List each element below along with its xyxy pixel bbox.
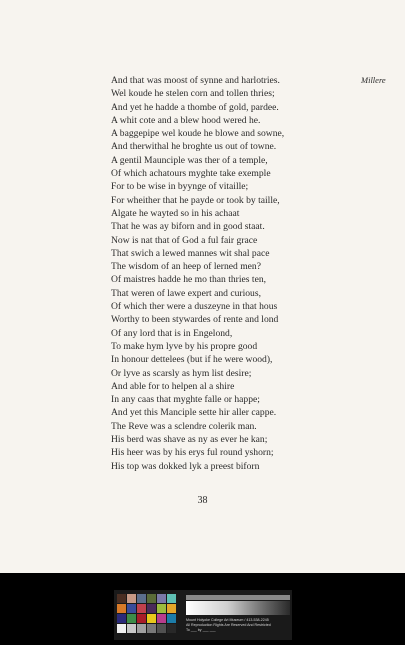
color-swatch (127, 594, 136, 603)
poem-line: Now is nat that of God a ful fair grace (111, 234, 258, 246)
color-swatch (147, 594, 156, 603)
margin-note: Millere (361, 75, 386, 85)
poem-line: A gentil Maunciple was ther of a temple, (111, 154, 268, 166)
poem-line: Of which ther were a duszeyne in that hous (111, 301, 278, 313)
color-swatch (137, 614, 146, 623)
poem-line: His berd was shave as ny as ever he kan; (111, 434, 268, 446)
poem-line: And able for to helpen al a shire (111, 380, 235, 392)
color-swatch (117, 594, 126, 603)
color-swatch (167, 614, 176, 623)
color-swatch (137, 604, 146, 613)
color-swatch (167, 604, 176, 613)
color-swatch (167, 624, 176, 633)
color-swatch (147, 614, 156, 623)
poem-text (111, 74, 351, 473)
poem-line: And therwithal he broghte us out of towne. (111, 141, 277, 153)
poem-line: In any caas that myghte falle or happe; (111, 394, 260, 406)
color-target-caption (186, 618, 292, 633)
color-swatch (137, 624, 146, 633)
color-swatch (127, 614, 136, 623)
color-target-caption-line: To ___ by ___ ___ (186, 628, 216, 632)
poem-line: Worthy to been stywardes of rente and lond (111, 314, 279, 326)
color-swatch-grid (117, 594, 176, 633)
poem-line: Of maistres hadde he mo than thries ten, (111, 274, 267, 286)
poem-line: And that was moost of synne and harlotries. (111, 75, 280, 86)
poem-line: Of which achatours myghte take exemple (111, 168, 271, 180)
poem-line: In honour dettelees (but if he were wood), (111, 354, 273, 366)
color-target-caption-line: Mount Holyoke College Art Museum / 413-538-2245 (186, 618, 269, 622)
poem-line: His top was dokked lyk a preest biforn (111, 460, 260, 472)
color-swatch (127, 604, 136, 613)
poem-line: For wheither that he payde or took by taille, (111, 194, 280, 206)
color-swatch (147, 624, 156, 633)
color-swatch (127, 624, 136, 633)
poem-line: A baggepipe wel koude he blowe and sowne, (111, 128, 285, 140)
color-swatch (157, 604, 166, 613)
color-swatch (117, 624, 126, 633)
poem-line: Wel koude he stelen corn and tollen thries; (111, 88, 275, 100)
color-swatch (117, 604, 126, 613)
color-swatch (147, 604, 156, 613)
color-swatch (167, 594, 176, 603)
color-swatch (157, 594, 166, 603)
poem-line: And yet he hadde a thombe of gold, pardee. (111, 101, 279, 113)
color-swatch (137, 594, 146, 603)
grayscale-ramp (186, 601, 290, 615)
poem-line: For to be wise in byynge of vitaille; (111, 181, 249, 193)
poem-line: Or lyve as scarsly as hym list desire; (111, 367, 252, 379)
poem-line: That swich a lewed mannes wit shal pace (111, 247, 270, 259)
poem-line: The Reve was a sclendre colerik man. (111, 420, 257, 432)
color-target-caption-line: All Reproduction Rights Are Reserved And Restricted (186, 623, 271, 627)
poem-line: And yet this Manciple sette hir aller cappe. (111, 407, 277, 419)
page-number: 38 (197, 495, 208, 506)
color-calibration-target (114, 590, 292, 640)
poem-line: His heer was by his erys ful round yshorn; (111, 447, 274, 459)
poem-line: That weren of lawe expert and curious, (111, 287, 261, 299)
color-swatch (157, 624, 166, 633)
poem-line: Of any lord that is in Engelond, (111, 327, 233, 339)
poem-line: To make hym lyve by his propre good (111, 340, 258, 352)
poem-line: A whit cote and a blew hood wered he. (111, 114, 261, 126)
poem-line: That he was ay biforn and in good staat. (111, 221, 265, 233)
color-swatch (117, 614, 126, 623)
poem-line: Algate he wayted so in his achaat (111, 207, 240, 219)
color-swatch (157, 614, 166, 623)
poem-line: The wisdom of an heep of lerned men? (111, 261, 261, 273)
